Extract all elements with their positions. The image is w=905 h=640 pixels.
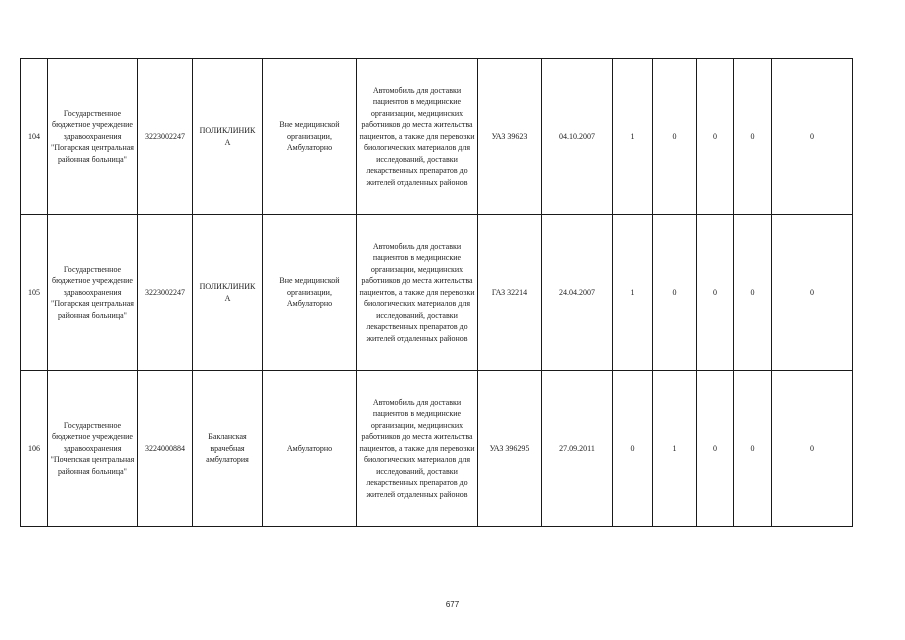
row-number-cell: 104 — [21, 59, 48, 215]
vehicle-model-cell: УАЗ 39623 — [478, 59, 542, 215]
count-cell-4: 0 — [734, 371, 772, 527]
date-cell: 27.09.2011 — [542, 371, 613, 527]
unit-cell: Бакланская врачебная амбулатория — [193, 371, 263, 527]
date-cell: 04.10.2007 — [542, 59, 613, 215]
count-cell-3: 0 — [697, 371, 734, 527]
inn-cell: 3223002247 — [138, 215, 193, 371]
institution-cell: Государственное бюджетное учреждение здравоохранения "Погарская центральная районная больница" — [48, 59, 138, 215]
table-row — [21, 215, 853, 371]
count-cell-2: 1 — [653, 371, 697, 527]
table-row — [21, 371, 853, 527]
purpose-cell: Автомобиль для доставки пациентов в медицинские организации, медицинских работников до места жительства пациентов, а также для перевозки биологических материалов для исследований, доставки лекарственных препаратов до жителей отдаленных районов — [357, 371, 478, 527]
care-type-cell: Вне медицинской организации, Амбулаторно — [263, 215, 357, 371]
vehicle-model-cell: ГАЗ 32214 — [478, 215, 542, 371]
count-cell-5: 0 — [772, 215, 853, 371]
inn-cell: 3224000884 — [138, 371, 193, 527]
count-cell-2: 0 — [653, 59, 697, 215]
count-cell-3: 0 — [697, 215, 734, 371]
purpose-cell: Автомобиль для доставки пациентов в медицинские организации, медицинских работников до места жительства пациентов, а также для перевозки биологических материалов для исследований, доставки лекарственных препаратов до жителей отдаленных районов — [357, 215, 478, 371]
count-cell-5: 0 — [772, 59, 853, 215]
institution-cell: Государственное бюджетное учреждение здравоохранения "Погарская центральная районная больница" — [48, 215, 138, 371]
count-cell-1: 1 — [613, 215, 653, 371]
unit-cell: ПОЛИКЛИНИК А — [193, 59, 263, 215]
count-cell-5: 0 — [772, 371, 853, 527]
date-cell: 24.04.2007 — [542, 215, 613, 371]
count-cell-4: 0 — [734, 59, 772, 215]
purpose-cell: Автомобиль для доставки пациентов в медицинские организации, медицинских работников до места жительства пациентов, а также для перевозки биологических материалов для исследований, доставки лекарственных препаратов до жителей отдаленных районов — [357, 59, 478, 215]
care-type-cell: Амбулаторно — [263, 371, 357, 527]
table-row — [21, 59, 853, 215]
institution-cell: Государственное бюджетное учреждение здравоохранения "Почепская центральная районная больница" — [48, 371, 138, 527]
count-cell-2: 0 — [653, 215, 697, 371]
inn-cell: 3223002247 — [138, 59, 193, 215]
row-number-cell: 105 — [21, 215, 48, 371]
care-type-cell: Вне медицинской организации, Амбулаторно — [263, 59, 357, 215]
count-cell-3: 0 — [697, 59, 734, 215]
count-cell-1: 1 — [613, 59, 653, 215]
vehicle-model-cell: УАЗ 396295 — [478, 371, 542, 527]
vehicles-table — [20, 58, 853, 527]
unit-cell: ПОЛИКЛИНИК А — [193, 215, 263, 371]
row-number-cell: 106 — [21, 371, 48, 527]
count-cell-1: 0 — [613, 371, 653, 527]
count-cell-4: 0 — [734, 215, 772, 371]
page-number: 677 — [445, 600, 460, 609]
